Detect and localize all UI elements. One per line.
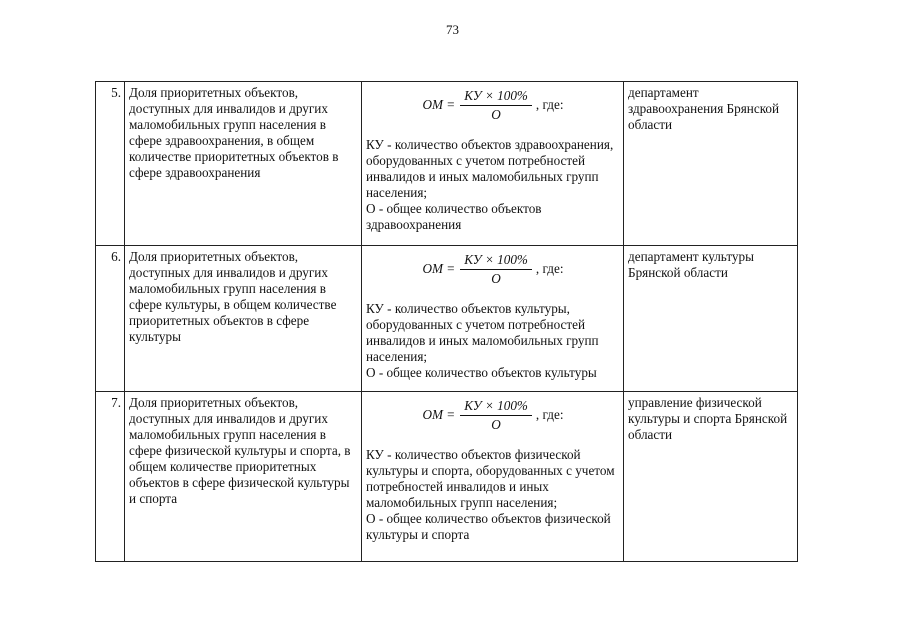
table-row bbox=[96, 82, 798, 246]
formula-fraction bbox=[460, 398, 532, 433]
formula-suffix: , где: bbox=[535, 261, 564, 276]
indicators-table bbox=[95, 81, 798, 562]
responsible-executor: департамент культуры Брянской области bbox=[624, 246, 798, 392]
formula-suffix: , где: bbox=[535, 97, 564, 112]
table-row bbox=[96, 392, 798, 562]
formula-lhs: ОМ = bbox=[422, 261, 456, 276]
row-number: 5. bbox=[96, 82, 125, 246]
formula-denominator: О bbox=[491, 416, 501, 432]
definition-o: О - общее количество объектов физической культуры и спорта bbox=[366, 511, 611, 542]
table-row bbox=[96, 246, 798, 392]
definition-o: О - общее количество объектов культуры bbox=[366, 365, 597, 380]
indicator-name: Доля приоритетных объектов, доступных для инвалидов и других маломобильных групп населения в сфере культуры, в общем количестве приоритетных объектов в сфере культуры bbox=[125, 246, 362, 392]
indicator-name: Доля приоритетных объектов, доступных для инвалидов и других маломобильных групп населения в сфере здравоохранения, в общем количестве приоритетных объектов в сфере здравоохранения bbox=[125, 82, 362, 246]
formula-denominator: О bbox=[491, 270, 501, 286]
calculation-cell bbox=[362, 246, 624, 392]
calculation-cell bbox=[362, 82, 624, 246]
responsible-executor: департамент здравоохранения Брянской области bbox=[624, 82, 798, 246]
definition-ku: КУ - количество объектов физической культуры и спорта, оборудованных с учетом потребностей инвалидов и иных маломобильных групп населения; bbox=[366, 447, 615, 510]
formula-fraction bbox=[460, 252, 532, 287]
formula bbox=[366, 249, 620, 289]
formula-suffix: , где: bbox=[535, 407, 564, 422]
formula bbox=[366, 85, 620, 125]
formula bbox=[366, 395, 620, 435]
formula-lhs: ОМ = bbox=[422, 407, 456, 422]
definition-o: О - общее количество объектов здравоохранения bbox=[366, 201, 542, 232]
indicator-name: Доля приоритетных объектов, доступных для инвалидов и других маломобильных групп населения в сфере физической культуры и спорта, в общем количестве приоритетных объектов в сфере физической культуры и спорта bbox=[125, 392, 362, 562]
definition-ku: КУ - количество объектов здравоохранения, оборудованных с учетом потребностей инвалидов и иных маломобильных групп населения; bbox=[366, 137, 614, 200]
formula-fraction bbox=[460, 88, 532, 123]
formula-lhs: ОМ = bbox=[422, 97, 456, 112]
row-number: 7. bbox=[96, 392, 125, 562]
calculation-cell bbox=[362, 392, 624, 562]
responsible-executor: управление физической культуры и спорта Брянской области bbox=[624, 392, 798, 562]
formula-numerator: КУ × 100% bbox=[460, 252, 532, 270]
formula-denominator: О bbox=[491, 106, 501, 122]
definition-ku: КУ - количество объектов культуры, оборудованных с учетом потребностей инвалидов и иных маломобильных групп населения; bbox=[366, 301, 599, 364]
formula-numerator: КУ × 100% bbox=[460, 398, 532, 416]
row-number: 6. bbox=[96, 246, 125, 392]
formula-numerator: КУ × 100% bbox=[460, 88, 532, 106]
page-number: 73 bbox=[446, 22, 459, 37]
